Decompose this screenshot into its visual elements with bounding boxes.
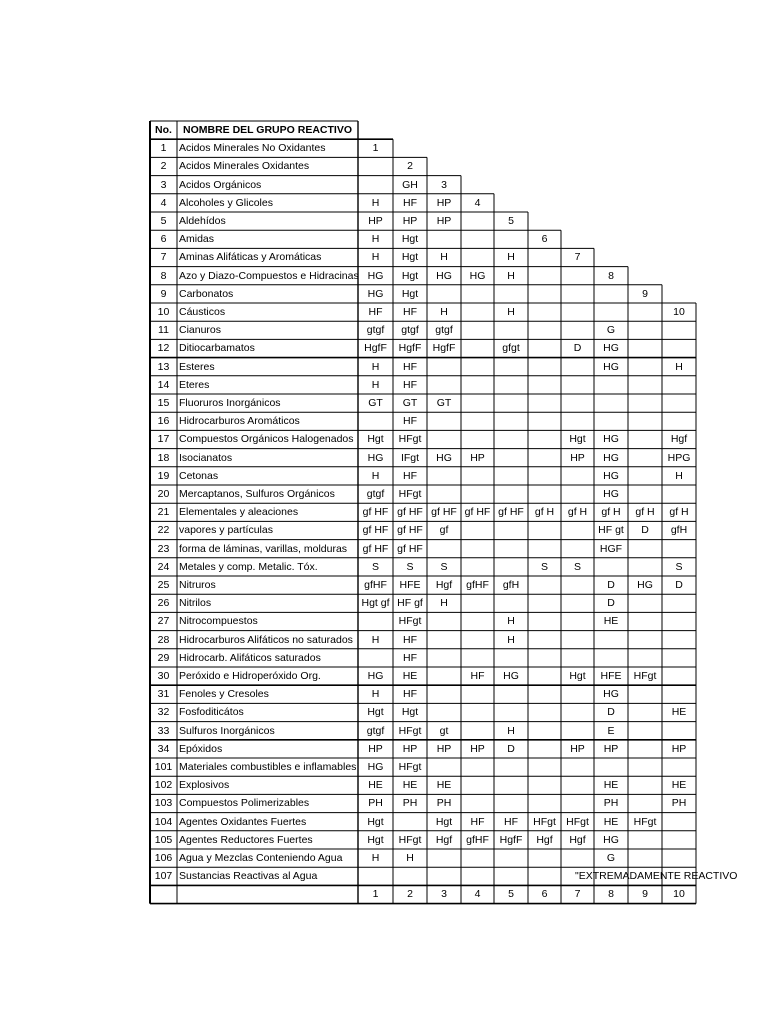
compat-cell: 9 <box>642 287 648 300</box>
compat-cell: Hgt <box>569 670 586 682</box>
row-number: 4 <box>160 196 167 209</box>
compat-cell: gtgf <box>366 724 385 737</box>
compat-cell: D <box>607 597 615 610</box>
row-number: 9 <box>160 287 167 300</box>
compat-cell: H <box>507 724 515 737</box>
compat-cell: HgfF <box>432 342 456 355</box>
row-group-name: forma de láminas, varillas, molduras <box>179 542 348 555</box>
compat-cell: gf HF <box>431 506 457 519</box>
row-group-name: Elementales y aleaciones <box>179 506 299 519</box>
row-number: 31 <box>157 688 170 701</box>
row-group-name: Aminas Alifáticas y Aromáticas <box>179 251 322 264</box>
compat-cell: HG <box>367 761 384 773</box>
compat-cell: HFgt <box>398 433 422 446</box>
row-group-name: Explosivos <box>179 779 230 792</box>
compat-cell: HFE <box>600 670 622 682</box>
compat-cell: HP <box>402 742 418 755</box>
compat-cell: S <box>440 560 448 573</box>
row-group-name: Cetonas <box>179 469 219 482</box>
row-number: 107 <box>154 870 173 883</box>
compat-cell: HP <box>470 451 485 464</box>
row-group-name: Agentes Oxidantes Fuertes <box>179 815 307 828</box>
compat-cell: HE <box>402 670 418 682</box>
row-group-name: Esteres <box>179 360 215 373</box>
compat-cell: HFE <box>399 579 421 591</box>
compat-cell: gfgt <box>502 342 520 355</box>
compat-cell: 3 <box>441 178 447 191</box>
compat-cell: gf H <box>534 506 555 519</box>
compat-cell: H <box>507 269 515 282</box>
compat-cell: H <box>371 852 380 864</box>
compat-cell: E <box>607 724 615 737</box>
row-number: 15 <box>157 397 170 409</box>
compat-cell: H <box>507 615 515 628</box>
compat-cell: Hgf <box>569 833 586 846</box>
compat-cell: gfHF <box>466 833 489 846</box>
compat-cell: H <box>371 233 380 246</box>
row-group-name: vapores y partículas <box>179 524 273 537</box>
row-group-name: Fenoles y Cresoles <box>179 688 269 701</box>
compat-cell: HFgt <box>398 488 422 500</box>
compat-cell: HGF <box>599 542 623 555</box>
row-number: 101 <box>154 761 173 773</box>
compat-cell: HFgt <box>566 815 589 828</box>
row-number: 1 <box>160 142 167 155</box>
compat-cell: H <box>371 378 380 391</box>
compat-cell: HF <box>368 306 383 318</box>
compat-cell: HG <box>637 579 653 591</box>
row-number: 106 <box>154 852 173 864</box>
row-group-name: Compuestos Orgánicos Halogenados <box>179 433 354 446</box>
header-group-name: NOMBRE DEL GRUPO REACTIVO <box>183 124 352 136</box>
compat-cell: Hgt <box>367 833 384 846</box>
compat-cell: HG <box>603 433 619 446</box>
compat-cell: HE <box>671 706 687 719</box>
compat-cell: HE <box>671 779 687 792</box>
compat-cell: Hgt <box>401 287 419 300</box>
row-number: 18 <box>157 451 170 464</box>
compat-cell: gtgf <box>401 324 419 337</box>
compat-cell: HP <box>436 215 452 227</box>
compat-cell: gf HF <box>362 524 389 537</box>
compat-cell: Hgt <box>367 815 384 828</box>
footer-column-number: 6 <box>541 888 548 901</box>
compat-cell: HFgt <box>398 833 422 846</box>
compat-cell: HPG <box>667 451 691 464</box>
compat-cell: S <box>573 560 581 573</box>
compat-cell: HP <box>671 742 687 755</box>
row-group-name: Acidos Minerales No Oxidantes <box>179 142 326 155</box>
row-group-name: Alcoholes y Glicoles <box>179 196 273 209</box>
row-group-name: Acidos Minerales Oxidantes <box>179 160 310 173</box>
compat-cell: H <box>440 306 448 318</box>
row-group-name: Materiales combustibles e inflamables <box>179 761 357 773</box>
compat-cell: S <box>371 560 379 573</box>
compat-cell: Hgf <box>670 433 688 446</box>
row-number: 8 <box>160 269 167 282</box>
row-number: 21 <box>157 506 170 519</box>
row-number: 13 <box>157 360 170 373</box>
compat-cell: HG <box>603 342 619 355</box>
compat-cell: HP <box>368 215 383 227</box>
compat-cell: H <box>371 469 380 482</box>
row-group-name: Compuestos Polimerizables <box>179 797 310 810</box>
compat-cell: gf H <box>635 506 655 519</box>
compat-cell: Hgt <box>569 433 586 446</box>
compat-cell: HG <box>603 469 619 482</box>
compat-cell: HFgt <box>533 815 556 828</box>
compat-cell: gf HF <box>397 506 423 519</box>
compat-cell: S <box>406 560 414 573</box>
row-number: 2 <box>160 160 167 173</box>
compat-cell: HF <box>403 378 417 391</box>
compat-cell: HG <box>367 670 384 682</box>
compat-cell: H <box>507 633 515 646</box>
compat-cell: HP <box>436 742 452 755</box>
compat-cell: HF <box>403 651 417 664</box>
reactivity-table <box>150 121 738 903</box>
row-number: 28 <box>157 633 170 646</box>
compat-cell: IFgt <box>400 451 420 464</box>
compat-cell: H <box>406 852 414 864</box>
compat-cell: HP <box>436 196 452 209</box>
compat-cell: gf HF <box>362 542 389 555</box>
compat-cell: HF <box>403 469 417 482</box>
compat-cell: HG <box>503 670 519 682</box>
row-number: 34 <box>157 742 170 755</box>
row-number: 19 <box>157 469 170 482</box>
compat-cell: HFgt <box>633 670 657 682</box>
footer-column-number: 2 <box>407 888 413 901</box>
compat-cell: 5 <box>508 215 514 227</box>
row-number: 17 <box>157 433 170 446</box>
row-number: 14 <box>157 378 170 391</box>
compat-cell: gf HF <box>397 542 423 555</box>
compat-cell: Hgt <box>401 233 419 246</box>
compat-cell: Hgt <box>401 269 419 282</box>
row-group-name: Agua y Mezclas Conteniendo Agua <box>179 852 343 864</box>
row-group-name: Nitrilos <box>179 597 212 610</box>
compat-cell: gtgf <box>366 324 385 337</box>
footer-column-number: 5 <box>508 888 514 901</box>
compat-cell: D <box>607 579 615 591</box>
row-number: 6 <box>160 233 167 246</box>
compat-cell: HgfF <box>364 342 387 355</box>
row-number: 20 <box>157 488 170 500</box>
footer-column-number: 4 <box>474 888 481 901</box>
row-group-name: Hidrocarb. Alifáticos saturados <box>179 651 321 664</box>
row-number: 105 <box>154 833 173 846</box>
compat-cell: gfH <box>502 579 520 591</box>
compat-cell: gfHF <box>466 579 489 591</box>
row-group-name: Epóxidos <box>179 742 223 755</box>
compat-cell: gtgf <box>435 324 453 337</box>
compat-cell: HFgt <box>398 724 422 737</box>
row-group-name: Carbonatos <box>179 287 234 300</box>
compat-cell: PH <box>368 797 383 810</box>
compat-cell: HFgt <box>398 615 422 628</box>
compat-cell: HFgt <box>398 761 422 773</box>
compat-cell: HE <box>603 779 619 792</box>
row-group-name: Sustancias Reactivas al Agua <box>179 870 318 883</box>
footer-column-number: 8 <box>608 888 614 901</box>
compat-cell: HG <box>603 688 619 701</box>
row-group-name: Agentes Reductores Fuertes <box>179 833 313 846</box>
row-number: 32 <box>157 706 170 719</box>
compat-cell: gf H <box>669 506 689 519</box>
compat-cell: HgfF <box>499 833 523 846</box>
compat-cell: H <box>371 360 380 373</box>
compat-cell: HG <box>436 451 452 464</box>
compat-cell: D <box>675 579 683 591</box>
compat-cell: gtgf <box>366 488 385 500</box>
compat-cell: Hgf <box>536 833 553 846</box>
compat-cell: D <box>573 342 582 355</box>
compat-cell: Hgt gf <box>361 597 390 610</box>
compat-cell: Hgt <box>435 815 453 828</box>
compat-cell: H <box>371 633 380 646</box>
compat-cell: 6 <box>541 233 548 246</box>
compat-cell: HF <box>403 633 417 646</box>
compat-cell: HG <box>367 451 384 464</box>
row-group-name: Eteres <box>179 378 210 391</box>
row-group-name: Nitruros <box>179 579 216 591</box>
compat-cell: 2 <box>407 160 413 173</box>
compat-cell: 10 <box>673 306 685 318</box>
row-number: 103 <box>154 797 173 810</box>
compat-cell: GH <box>402 178 418 191</box>
compat-cell: H <box>507 251 515 264</box>
compat-cell: HG <box>367 287 384 300</box>
compat-cell: HE <box>436 779 452 792</box>
compat-cell: HgfF <box>398 342 422 355</box>
compat-cell: HP <box>402 215 418 227</box>
row-group-name: Isocianatos <box>179 451 233 464</box>
row-number: 25 <box>157 579 170 591</box>
compat-cell: gfH <box>670 524 688 537</box>
compat-cell: Hgt <box>367 706 384 719</box>
compat-cell: GT <box>368 397 383 409</box>
row-group-name: Azo y Diazo-Compuestos e Hidracinas <box>179 269 359 282</box>
header-no: No. <box>155 124 172 136</box>
row-number: 30 <box>157 670 170 682</box>
row-number: 26 <box>157 597 170 610</box>
compat-cell: G <box>606 324 616 337</box>
compat-cell: Hgf <box>435 579 453 591</box>
compat-cell: HE <box>603 815 619 828</box>
row-group-name: Nitrocompuestos <box>179 615 258 628</box>
compat-cell: H <box>675 360 683 373</box>
compat-cell: gf HF <box>464 506 491 519</box>
compat-cell: gf H <box>567 506 588 519</box>
row-number: 7 <box>160 251 167 264</box>
row-group-name: Mercaptanos, Sulfuros Orgánicos <box>179 488 335 500</box>
compat-cell: HG <box>436 269 452 282</box>
footer-column-number: 7 <box>574 888 581 901</box>
row-group-name: Fosfoditicátos <box>179 706 244 719</box>
compat-cell: PH <box>603 797 619 810</box>
compat-cell: PH <box>671 797 687 810</box>
footer-column-number: 3 <box>441 888 447 901</box>
compat-cell: gf <box>439 524 449 537</box>
compat-cell: HG <box>603 833 619 846</box>
compat-cell: PH <box>402 797 418 810</box>
compat-cell: gt <box>439 724 449 737</box>
footer-column-number: 10 <box>673 888 685 901</box>
compat-cell: D <box>507 742 515 755</box>
compat-cell: HP <box>470 742 485 755</box>
compat-cell: GT <box>402 397 418 409</box>
compat-cell: HP <box>570 742 585 755</box>
row-group-name: Cáusticos <box>179 306 226 318</box>
compat-cell: HG <box>367 269 384 282</box>
compat-cell: HF <box>470 815 485 828</box>
row-group-name: Fluoruros Inorgánicos <box>179 397 281 409</box>
compat-cell: HG <box>603 451 619 464</box>
compat-cell: 4 <box>474 196 481 209</box>
row-group-name: Peróxido e Hidroperóxido Org. <box>179 670 321 682</box>
compat-cell: H <box>675 469 683 482</box>
compat-cell: Hgf <box>435 833 453 846</box>
row-number: 27 <box>157 615 170 628</box>
row-number: 24 <box>157 560 170 573</box>
row-group-name: Ditiocarbamatos <box>179 342 255 355</box>
row-number: 29 <box>157 651 170 664</box>
row-number: 22 <box>157 524 170 537</box>
compat-cell: Hgt <box>401 251 419 264</box>
row-group-name: Metales y comp. Metalic. Tóx. <box>179 560 318 573</box>
compat-cell: gf H <box>601 506 621 519</box>
row-group-name: Cianuros <box>179 324 222 337</box>
compat-cell: 1 <box>372 142 379 155</box>
compat-cell: GT <box>436 397 452 409</box>
compat-cell: HF <box>403 688 417 701</box>
compat-cell: HG <box>603 488 619 500</box>
compat-cell: HF gf <box>397 597 423 610</box>
compat-cell: HP <box>368 742 383 755</box>
compat-cell: HF <box>403 306 417 318</box>
compat-cell: HF <box>470 670 485 682</box>
row-group-name: Hidrocarburos Alifáticos no saturados <box>179 633 353 646</box>
compat-cell: HG <box>469 269 486 282</box>
compat-cell: HF <box>403 196 417 209</box>
compat-cell: H <box>371 196 380 209</box>
compat-cell: H <box>440 597 448 610</box>
compat-cell: gf HF <box>397 524 423 537</box>
compat-cell: HF <box>403 415 417 428</box>
compat-cell: HG <box>603 360 619 373</box>
compat-cell: HF gt <box>598 524 624 537</box>
row-group-name: Amidas <box>179 233 215 246</box>
compat-cell: S <box>675 560 683 573</box>
extreme-reactivity-note: "EXTREMADAMENTE REACTIVO <box>575 870 738 883</box>
row-number: 12 <box>157 342 170 355</box>
row-number: 5 <box>160 215 167 227</box>
compat-cell: H <box>507 306 515 318</box>
row-number: 102 <box>154 779 173 792</box>
row-number: 11 <box>158 324 169 337</box>
compat-cell: HFgt <box>633 815 657 828</box>
footer-column-number: 9 <box>642 888 648 901</box>
compat-cell: PH <box>436 797 452 810</box>
compat-cell: G <box>606 852 616 864</box>
row-group-name: Acidos Orgánicos <box>179 178 262 191</box>
compat-cell: HP <box>570 451 585 464</box>
row-group-name: Sulfuros Inorgánicos <box>179 724 275 737</box>
compat-cell: H <box>371 688 380 701</box>
row-group-name: Aldehídos <box>179 215 226 227</box>
row-number: 16 <box>157 415 170 428</box>
compat-cell: 8 <box>608 269 614 282</box>
compat-cell: gfHF <box>364 579 387 591</box>
compat-cell: HE <box>402 779 418 792</box>
compat-cell: HF <box>504 815 518 828</box>
compat-cell: HP <box>603 742 619 755</box>
row-number: 23 <box>157 542 170 555</box>
compat-cell: H <box>371 251 380 264</box>
compat-cell: HE <box>603 615 619 628</box>
compat-cell: Hgt <box>367 433 384 446</box>
row-number: 33 <box>157 724 170 737</box>
compat-cell: Hgt <box>401 706 419 719</box>
compat-cell: D <box>641 524 649 537</box>
row-number: 10 <box>157 306 170 318</box>
row-group-name: Hidrocarburos Aromáticos <box>179 415 300 428</box>
compat-cell: gf HF <box>362 506 389 519</box>
compat-cell: S <box>540 560 548 573</box>
compat-cell: H <box>440 251 448 264</box>
row-number: 104 <box>154 815 173 828</box>
row-number: 3 <box>160 178 167 191</box>
compat-cell: HE <box>368 779 383 792</box>
compat-cell: gf HF <box>498 506 524 519</box>
compat-cell: HF <box>403 360 417 373</box>
footer-column-number: 1 <box>372 888 379 901</box>
compat-cell: 7 <box>574 251 581 264</box>
compat-cell: D <box>607 706 615 719</box>
